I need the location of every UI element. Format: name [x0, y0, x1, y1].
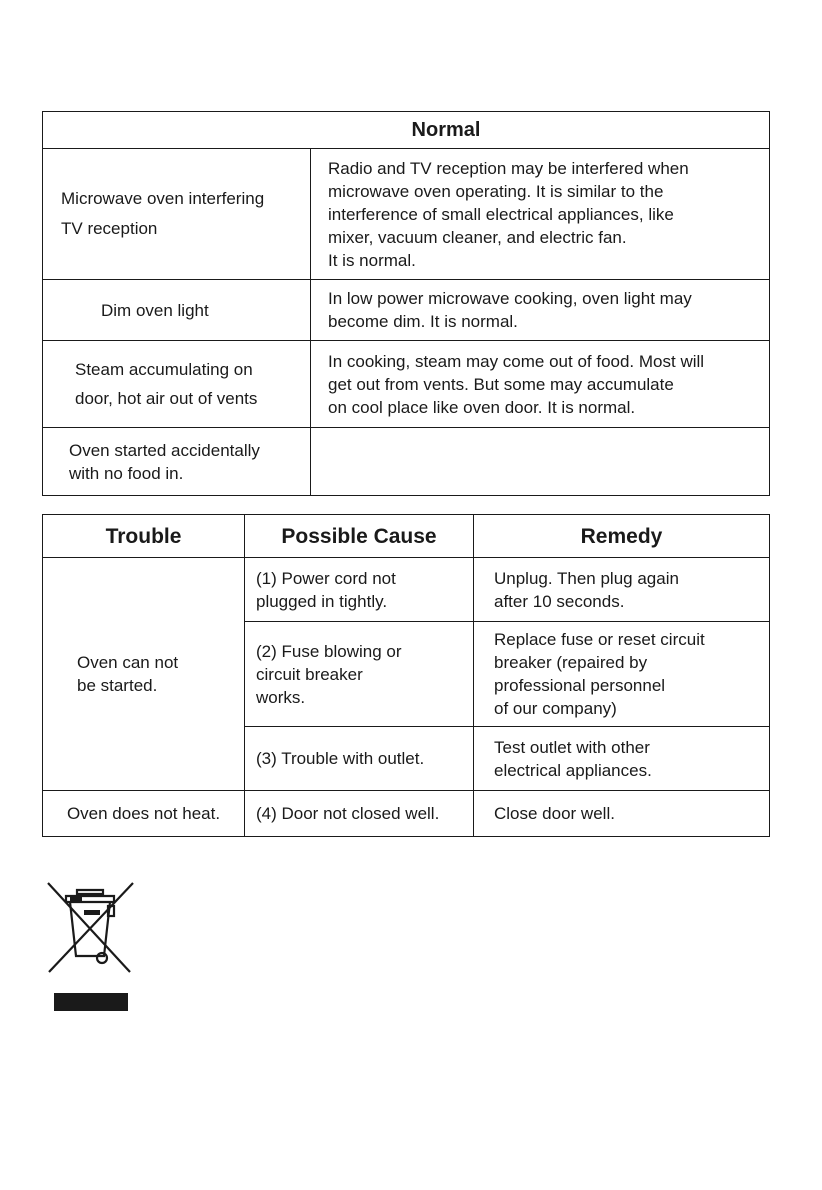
table-row [43, 149, 770, 280]
trouble-cell: Oven does not heat. [43, 791, 245, 837]
remedy-cell: Close door well. [474, 791, 770, 837]
explanation-cell: In low power microwave cooking, oven light may become dim. It is normal. [311, 280, 770, 341]
symptom-cell: Dim oven light [43, 280, 311, 341]
symptom-cell: Steam accumulating on door, hot air out of vents [43, 341, 311, 428]
explanation-cell: In cooking, steam may come out of food. Most will get out from vents. But some may accumulate on cool place like oven door. It is normal. [311, 341, 770, 428]
cause-cell: (1) Power cord not plugged in tightly. [245, 558, 474, 622]
remedy-cell: Test outlet with other electrical appliances. [474, 727, 770, 791]
explanation-cell: Radio and TV reception may be interfered when microwave oven operating. It is similar to the interference of small electrical appliances, like mixer, vacuum cleaner, and electric fan. It is normal. [311, 149, 770, 280]
explanation-cell [311, 428, 770, 496]
weee-underline-bar [54, 993, 128, 1011]
cause-cell: (4) Door not closed well. [245, 791, 474, 837]
symptom-cell: Microwave oven interfering TV reception [43, 149, 311, 280]
crossed-out-wheelie-bin-icon [44, 880, 136, 976]
header-trouble: Trouble [43, 515, 245, 558]
header-possible-cause: Possible Cause [245, 515, 474, 558]
table-row [43, 558, 770, 622]
remedy-cell: Unplug. Then plug again after 10 seconds. [474, 558, 770, 622]
trouble-table [42, 514, 770, 837]
trouble-table-header [43, 515, 770, 558]
normal-table [42, 111, 770, 496]
cause-cell: (2) Fuse blowing or circuit breaker works. [245, 622, 474, 727]
table-row [43, 341, 770, 428]
remedy-cell: Replace fuse or reset circuit breaker (repaired by professional personnel of our company) [474, 622, 770, 727]
table-row [43, 791, 770, 837]
symptom-cell: Oven started accidentally with no food in. [43, 428, 311, 496]
trouble-cell: Oven can not be started. [43, 558, 245, 791]
cause-cell: (3) Trouble with outlet. [245, 727, 474, 791]
header-remedy: Remedy [474, 515, 770, 558]
normal-table-title: Normal [43, 112, 770, 149]
table-row [43, 428, 770, 496]
table-row [43, 280, 770, 341]
